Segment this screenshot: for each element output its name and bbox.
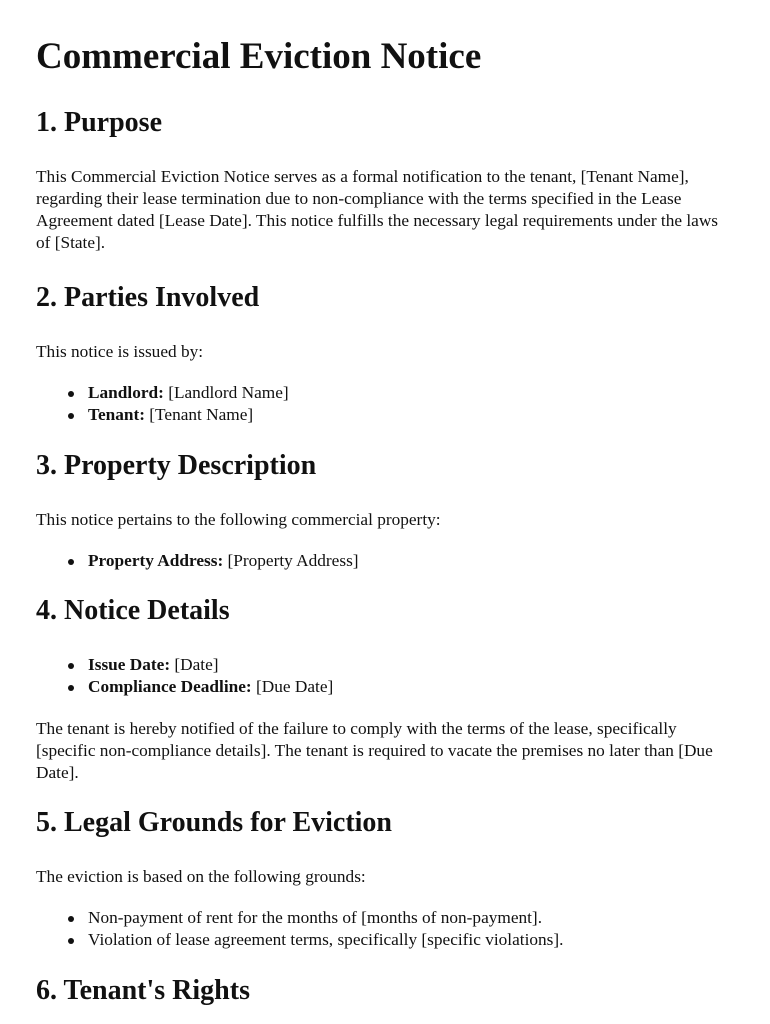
list-item-issue-date: [88, 654, 734, 676]
section-heading-legal-grounds: 5. Legal Grounds for Eviction: [36, 807, 393, 838]
parties-list: [36, 382, 734, 426]
section-paragraph-notice-details: The tenant is hereby notified of the failure to comply with the terms of the lease, specifically [specific non-compliance details]. The tenant is required to vacate the premises no later than [Due Date].: [36, 719, 713, 782]
list-item-ground-violation: [88, 929, 734, 951]
section-heading-tenant-rights: 6. Tenant's Rights: [36, 975, 250, 1006]
notice-details-list: [36, 654, 734, 698]
list-item-label: Property Address:: [88, 551, 224, 570]
section-paragraph-legal-grounds: The eviction is based on the following grounds:: [36, 867, 366, 886]
section-heading-notice-details: 4. Notice Details: [36, 595, 230, 626]
list-item-value: [Landlord Name]: [163, 383, 289, 402]
bullet-icon: [68, 559, 74, 565]
list-item-compliance-deadline: [88, 676, 734, 698]
section-heading-purpose: 1. Purpose: [36, 107, 162, 138]
list-item-label: Landlord:: [88, 383, 164, 402]
legal-grounds-list: [36, 907, 734, 951]
list-item-tenant: [88, 404, 734, 426]
list-item-value: [Tenant Name]: [144, 405, 254, 424]
bullet-icon: [68, 391, 74, 397]
bullet-icon: [68, 938, 74, 944]
bullet-icon: [68, 916, 74, 922]
list-item-value: [Date]: [170, 655, 219, 674]
list-item-value: [Property Address]: [223, 551, 359, 570]
list-item-ground-nonpayment: [88, 907, 734, 929]
list-item-label: Issue Date:: [88, 655, 171, 674]
property-list: [36, 550, 734, 572]
bullet-icon: [68, 663, 74, 669]
list-item-label: Compliance Deadline:: [88, 677, 252, 696]
document-title: Commercial Eviction Notice: [36, 36, 482, 77]
list-item-value: [Due Date]: [251, 677, 334, 696]
section-heading-parties: 2. Parties Involved: [36, 282, 260, 313]
bullet-icon: [68, 685, 74, 691]
list-item-text: Non-payment of rent for the months of [months of non-payment].: [88, 908, 543, 927]
bullet-icon: [68, 413, 74, 419]
list-item-text: Violation of lease agreement terms, specifically [specific violations].: [88, 930, 564, 949]
list-item-landlord: [88, 382, 734, 404]
list-item-property-address: [88, 550, 734, 572]
section-paragraph-parties: This notice is issued by:: [36, 342, 204, 361]
list-item-label: Tenant:: [88, 405, 145, 424]
section-paragraph-property: This notice pertains to the following commercial property:: [36, 510, 441, 529]
section-heading-property: 3. Property Description: [36, 450, 317, 481]
section-paragraph-purpose: This Commercial Eviction Notice serves as a formal notification to the tenant, [Tenant Name], regarding their lease termination due to non-compliance with the terms specified in the Lease Agreement dated [Lease Date]. This notice fulfills the necessary legal requirements under the laws of [State].: [36, 167, 719, 252]
